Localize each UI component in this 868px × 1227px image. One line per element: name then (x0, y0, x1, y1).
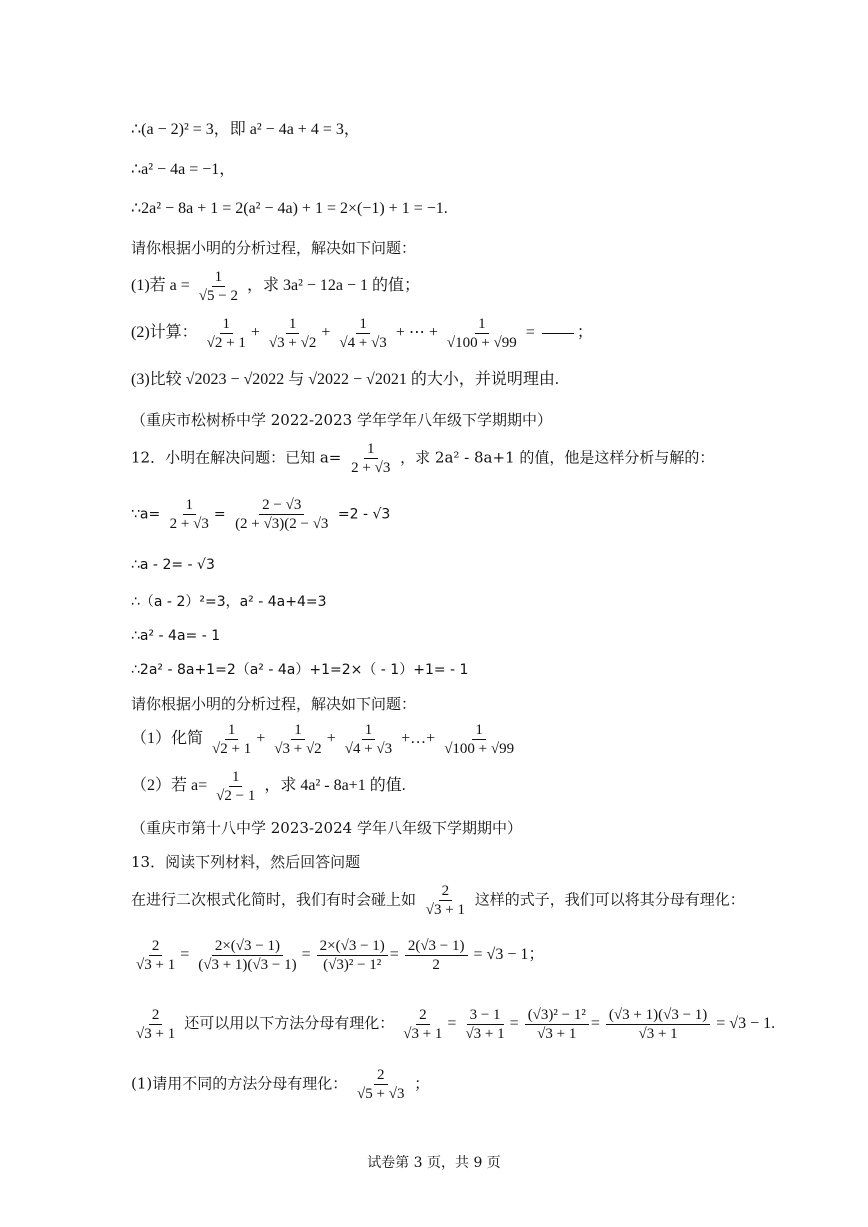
q13-equation-1: $\frac{2}{√3 + 1}$ = $\frac{2\times(√3 - 1)}{(√3 + 1)(√3 - 1)}$ = $\frac{2\times(√3 - 1)}{\text{(√3)² − 1²}}$ = $\frac{2(√3 - 1)}{2}$ = √3 − 1； (131, 937, 544, 974)
fraction: $\frac{1}{√100 + √99}$ (444, 722, 515, 757)
stem-suffix: ，求 2a² ‑ 8a+1 的值，他是这样分析与解的： (400, 448, 715, 467)
q13-part-1 (131, 1066, 429, 1103)
question-2-suffix: ； (576, 324, 593, 342)
ellipsis-plus: +…+ (401, 730, 436, 748)
fraction: $\frac{1}{2 + √3}$ (351, 441, 391, 476)
fraction: $\frac{1}{√5 - 2}$ (198, 269, 238, 304)
q12-part-2 (131, 768, 406, 805)
fraction: $\frac{2(√3 - 1)}{2}$ (405, 937, 468, 974)
source-note: （重庆市松树桥中学 2022-2023 学年学年八年级下学期期中） (131, 411, 552, 429)
part-suffix: ，求 4a² ‑ 8a+1 的值. (264, 777, 406, 795)
fraction: $\frac{1}{√4 + √3}$ (339, 316, 387, 351)
fraction: $\frac{1}{√100 + √99}$ (446, 316, 517, 351)
solution-step-2: ∴a ‑ 2= ‑ √3 (131, 557, 215, 573)
question-2-prefix: (2)计算： (131, 324, 198, 342)
fraction: $\frac{2}{√3 + 1}$ (136, 938, 176, 973)
fraction: $\frac{2}{√3 + 1}$ (425, 883, 465, 918)
ellipsis-plus: + ⋯ + (395, 324, 438, 342)
answer-blank (542, 333, 574, 334)
fraction: $\frac{1}{√2 + 1}$ (212, 722, 252, 757)
fraction: $\frac{1}{√4 + √3}$ (344, 722, 393, 757)
fraction: $\frac{2\times(√3 - 1)}{(√3 + 1)(√3 - 1)}$ (198, 938, 297, 973)
fraction: $\frac{(√3 + 1)(√3 - 1)}{√3 + 1}$ (606, 1006, 710, 1043)
question-1-prefix: (1)若 a = (131, 277, 190, 295)
fraction: $\frac{2}{√3 + 1}$ (403, 1007, 443, 1042)
stem-prefix: 12．小明在解决问题：已知 a= (131, 448, 342, 467)
solution-step-5: ∴2a² ‑ 8a+1=2（a² ‑ 4a）+1=2×（ ‑ 1）+1= ‑ 1 (131, 662, 469, 678)
instruction-text: 请你根据小明的分析过程，解决如下问题： (131, 695, 417, 713)
step-suffix: =2 ‑ √3 (337, 506, 391, 523)
page-footer: 试卷第 3 页，共 9 页 (367, 1155, 501, 1171)
q13-intro (131, 882, 745, 919)
fraction: $\frac{2}{√3 + 1}$ (136, 1007, 176, 1042)
intro-prefix: 在进行二次根式化简时，我们有时会碰上如 (131, 890, 417, 909)
fraction: $\frac{2}{√5 + √3}$ (357, 1067, 405, 1102)
derivation-line-1: ∴(a − 2)² = 3，即 a² − 4a + 4 = 3， (131, 121, 360, 138)
equation-text: 还可以用以下方法分母有理化： (184, 1014, 395, 1033)
part-prefix: （2）若 a= (131, 777, 208, 795)
part-prefix: (1)请用不同的方法分母有理化： (131, 1074, 348, 1093)
fraction: $\frac{\text{(√3)² − 1²}}{√3 + 1}$ (525, 1006, 589, 1043)
equation-tail: = √3 − 1； (473, 946, 545, 964)
fraction: $\frac{1}{√3 + √2}$ (268, 316, 317, 351)
fraction: $\frac{3 - 1}{√3 + 1}$ (465, 1007, 505, 1042)
part-prefix: （1）化简 (131, 730, 204, 748)
step-prefix: ∵a= (131, 506, 161, 523)
fraction: $\frac{1}{2 + √3}$ (169, 497, 209, 532)
equation-tail: = √3 − 1. (716, 1015, 776, 1033)
part-suffix: ； (414, 1074, 430, 1093)
intro-suffix: 这样的式子，我们可以将其分母有理化： (474, 890, 745, 909)
instruction-text: 请你根据小明的分析过程，解决如下问题： (131, 239, 417, 257)
solution-step-3: ∴（a ‑ 2）²=3，a² ‑ 4a+4=3 (131, 594, 327, 610)
solution-step-1: ∵a= $\frac{1}{2 + √3}$ = $\frac{2 - √3}{(2 + √3)(2 - √3}$ =2 ‑ √3 (131, 497, 391, 532)
q12-part-1: （1）化简 $\frac{1}{√2 + 1}$ + $\frac{1}{√3 + √2}$ + $\frac{1}{√4 + √3}$ +…+ $\frac{1}{√100 + √99}$ (131, 721, 519, 758)
fraction: $\frac{2\times(√3 - 1)}{\text{(√3)² − 1²}}$ (317, 937, 388, 974)
q13-equation-2: $\frac{2}{√3 + 1}$ 还可以用以下方法分母有理化： $\frac{2}{√3 + 1}$ = $\frac{3 - 1}{√3 + 1}$ = $\frac{\text{(√3)² − 1²}}{√3 + 1}$ = $\frac{(√3 + 1)(√3 - 1)}{√3 + 1}$ = √3 − 1. (131, 1006, 775, 1043)
question-12-stem (131, 440, 714, 477)
question-13-stem: 13．阅读下列材料，然后回答问题 (131, 853, 361, 871)
fraction: $\frac{2 - √3}{(2 + √3)(2 - √3}$ (235, 497, 329, 532)
fraction: $\frac{1}{√3 + √2}$ (274, 722, 322, 757)
question-2: (2)计算： $\frac{1}{√2 + 1}$ + $\frac{1}{√3 + √2}$ + $\frac{1}{√4 + √3}$ + ⋯ + $\frac{1}{√100 + √99}$ = ； (131, 316, 593, 351)
derivation-line-3: ∴2a² − 8a + 1 = 2(a² − 4a) + 1 = 2×(−1) + 1 = −1. (131, 200, 448, 217)
question-3: (3)比较 √2023 − √2022 与 √2022 − √2021 的大小，并说明理由. (131, 371, 559, 388)
fraction: $\frac{1}{√2 - 1}$ (216, 769, 256, 804)
source-note: （重庆市第十八中学 2023-2024 学年八年级下学期期中） (131, 819, 522, 837)
question-1-suffix: ，求 3a² − 12a − 1 的值； (247, 277, 421, 295)
solution-step-4: ∴a² ‑ 4a= ‑ 1 (131, 628, 221, 644)
question-1 (131, 268, 420, 305)
derivation-line-2: ∴a² − 4a = −1， (131, 161, 236, 178)
fraction: $\frac{1}{√2 + 1}$ (206, 316, 246, 351)
